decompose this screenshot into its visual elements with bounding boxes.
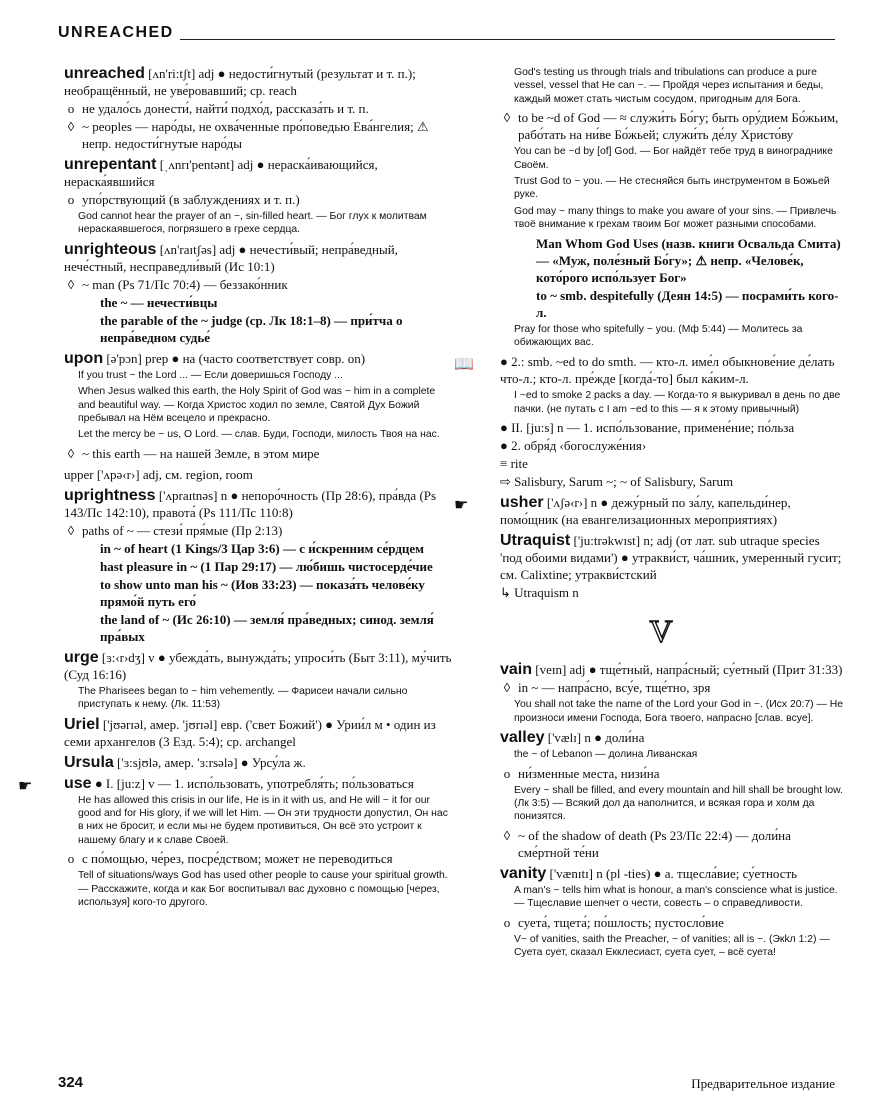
line-text: When Jesus walked this earth, the Holy Spirit of God was ~ him in a complete and beautiful way. — Когда Христос ходил по земле, Святой Дух Божий пребывал на Нём всецело и прекрасно.: [78, 386, 436, 425]
headword: usher: [500, 494, 544, 512]
headword: upon: [64, 349, 104, 367]
line-text: You shall not take the name of the Lord your God in ~. (Исх 20:7) — Не произноси имени Господа, Бога твоего, напрасно [слав. всуе].: [514, 699, 844, 724]
sense-line: [64, 576, 454, 610]
sense-line: [64, 312, 454, 346]
line-text: Tell of situations/ways God has used other people to cause your spiritual growth. — Расскажите, когда и как Бог воспитывал вас духовно с помощью [через, используя] кого-то другого.: [78, 870, 448, 909]
example-text: [64, 428, 454, 441]
headword: use: [64, 774, 92, 792]
line-text: uprightness ['ʌpraɪtnəs] n ● непоро́чность (Пр 28:6), пра́вда (Ps 143/Пс 142:10), правота́ (Ps 111/Пс 110:8): [64, 486, 437, 520]
sense-line: [500, 765, 844, 782]
headword: Utraquist: [500, 532, 571, 550]
line-text: ● 2.: smb. ~ed to do smth. — кто-л. име́л обыкнове́ние де́лать что-л.; кто-л. пре́жде [когда́-то] был ка́ким-л.: [500, 354, 835, 387]
headword: vanity: [500, 864, 547, 882]
sense-marker: ◊: [67, 445, 75, 461]
headword-line: [500, 494, 844, 528]
line-text: Pray for those who spitefully ~ you. (Мф 5:44) — Молитесь за обижающих вас.: [514, 323, 803, 349]
headword: urge: [64, 648, 99, 666]
example-text: [500, 145, 844, 172]
sense-line: [64, 850, 454, 867]
line-text: ↳ Utraquism n: [500, 585, 579, 601]
sense-marker: ◊: [503, 827, 511, 843]
headword-line: [64, 775, 454, 792]
headword: Uriel: [64, 715, 100, 733]
line-text: unrighteous [ʌn'raɪtʃəs] adj ● нечести́вый; непра́ведный, нече́стный, несправедли́вый (Ис 10:1): [64, 240, 398, 274]
running-head: UNREACHED: [58, 24, 174, 41]
dictionary-entry: [42, 241, 454, 346]
line-text: I ~ed to smoke 2 packs a day. — Когда-то я выкуривал в день по две пачки. (не путать с I am ~ed to this — я к этому привычный): [514, 390, 841, 415]
line-text: valley ['vælɪ] n ● доли́на: [500, 729, 645, 747]
line-text: If you trust ~ the Lord ... — Если доверишься Господу ...: [78, 369, 343, 381]
headword: unreached: [64, 65, 145, 82]
headword: uprightness: [64, 486, 156, 504]
sense-line: [64, 191, 454, 208]
sense-marker: o: [67, 192, 75, 207]
headword-line: [500, 532, 844, 583]
line-text: You can be ~d by [of] God. — Бог найдёт тебе труд в винограднике Своём.: [514, 146, 833, 171]
line-text: Trust God to ~ you. — Не стесняйся быть инструментом в Божьей руке.: [514, 176, 830, 201]
sense-marker: o: [503, 765, 511, 781]
headword-line: [64, 649, 454, 683]
dictionary-entry: [42, 466, 454, 483]
sense-marker: ◊: [503, 110, 511, 126]
line-text: Man Whom God Uses (назв. книги Освальда Смита) — «Муж, поле́зный Бо́гу»; ⚠ непр. «Челове́к, кото́рого испо́льзует Бог»: [536, 235, 841, 285]
line-text: V~ of vanities, saith the Preacher, ~ of vanities; all is ~. (Экkл 1:2) — Суета сует, сказал Екклесиаст, суета сует, – всё суета!: [514, 933, 830, 958]
sense-marker: o: [67, 851, 75, 867]
dictionary-entry: [42, 350, 454, 462]
headword-line: [500, 661, 844, 678]
sense-marker: ◊: [67, 522, 75, 538]
example-text: [64, 685, 454, 712]
sense-marker: o: [67, 101, 75, 116]
example-text: [500, 205, 844, 232]
example-text: [64, 869, 454, 909]
dictionary-entry: [42, 754, 454, 771]
sense-line: [500, 109, 844, 143]
line-text: hast pleasure in ~ (1 Пар 29:17) — лю́бишь чистосерде́чие: [100, 558, 433, 574]
example-text: [500, 66, 844, 106]
sense-line: [64, 558, 454, 575]
line-text: vanity ['vænɪtɪ] n (pl -ties) ● a. тщесла́вие; су́етность: [500, 864, 798, 882]
example-text: [500, 884, 844, 911]
line-text: unreached [ʌn'ri:tʃt] adj ● недости́гнутый (результат и т. п.); необращённый, не уве́ровавший; ср. reach: [64, 65, 416, 98]
line-text: Every ~ shall be filled, and every mountain and hill shall be brought low. (Лк 3:5) — Всякий дол да наполнится, и всякая гора и холм да понизятся.: [514, 784, 843, 823]
sense-line: [500, 419, 844, 436]
dictionary-entry: [18, 774, 454, 910]
sense-line: [500, 455, 844, 472]
example-text: [500, 748, 844, 761]
dictionary-entry: [454, 353, 844, 490]
example-text: [500, 933, 844, 960]
line-text: Let the mercy be ~ us, O Lord. — слав. Буди, Господи, милость Твоя на нас.: [78, 429, 440, 441]
line-text: с по́мощью, че́рез, посре́дством; может не переводиться: [82, 851, 393, 867]
section-letter-text: V: [649, 615, 673, 648]
dictionary-entry: [42, 649, 454, 712]
line-text: ● II. [ju:s] n — 1. испо́льзование, примене́ние; по́льза: [500, 420, 795, 436]
line-text: He has allowed this crisis in our life, He is in it with us, and He will ~ it for our good and for His glory, if we will let Him. — Он эти трудности допустил, Он нас в них не бросит, и если мы не будем противиться, Он всё это устроит к нашему благу и к славе Своей.: [78, 794, 448, 846]
line-text: paths of ~ — стези́ пря́мые (Пр 2:13): [82, 522, 283, 538]
pointing-hand-icon: ☛: [18, 777, 33, 795]
headword-line: [500, 865, 844, 882]
line-text: ~ this earth — на нашей Земле, в этом мире: [82, 445, 320, 461]
headword-line: [64, 156, 454, 190]
line-text: to show unto man his ~ (Иов 33:23) — показа́ть челове́ку прямо́й путь его́: [100, 576, 425, 609]
dictionary-entry: [478, 729, 844, 861]
sense-line: [64, 294, 454, 311]
sense-line: [500, 437, 844, 454]
headword-line: [64, 487, 454, 521]
line-text: usher ['ʌʃə‹r›] n ● дежу́рный по за́лу, капельди́нер, помо́щник (на евангелизационных мероприятиях): [500, 494, 791, 528]
dictionary-entry: [42, 156, 454, 237]
line-text: ~ peoples — наро́ды, не охва́ченные про́поведью Ева́нгелия; ⚠ непр. недости́гнутые наро́ды: [82, 119, 429, 151]
sense-line: [64, 522, 454, 539]
line-text: vain [veɪn] adj ● тще́тный, напра́сный; су́етный (Прит 31:33): [500, 661, 843, 679]
pointing-hand-icon: ☛: [454, 497, 469, 515]
page-number: 324: [58, 1074, 84, 1091]
headword-line: [64, 241, 454, 275]
line-text: the ~ of Lebanon — долина Ливанская: [514, 749, 698, 761]
line-text: A man's ~ tells him what is honour, a man's conscience what is justice. — Тщеславие шепчет о чести, совесть – о справедливости.: [514, 884, 838, 910]
book-icon: 📖: [454, 356, 474, 374]
line-text: ● 2. обря́д ‹богослуже́ния›: [500, 438, 647, 454]
line-text: in ~ of heart (1 Kings/3 Цар 3:6) — с и́скренним се́рдцем: [100, 540, 425, 556]
sense-marker: ◊: [67, 119, 75, 134]
sense-line: [500, 827, 844, 861]
example-text: [64, 385, 454, 425]
sense-line: [64, 100, 454, 117]
line-text: upon [ə'pɔn] prep ● на (часто соответствует совр. on): [64, 349, 366, 367]
line-text: God may ~ many things to make you aware of your sins. — Привлечь твоё внимание к грехам твоим Бог может разными способами.: [514, 205, 837, 231]
headword: unrepentant: [64, 156, 157, 173]
line-text: ~ man (Ps 71/Пс 70:4) — беззако́нник: [82, 276, 288, 292]
example-text: [500, 323, 844, 350]
line-text: суета́, тщета́; по́шлость; пустосло́вие: [518, 914, 724, 930]
sense-marker: o: [503, 914, 511, 930]
line-text: in ~ — напра́сно, всу́е, тще́тно, зря: [518, 680, 711, 696]
example-text: [500, 698, 844, 725]
dictionary-entry: [478, 66, 844, 349]
sense-line: [64, 445, 454, 462]
headword: vain: [500, 661, 533, 679]
line-text: упо́рствующий (в заблуждениях и т. п.): [82, 192, 300, 207]
example-text: [500, 784, 844, 824]
line-text: The Pharisees began to ~ him vehemently. — Фарисеи начали сильно приступать к нему. (Лк. 11:53): [78, 685, 408, 711]
edition-note: Предварительное издание: [691, 1076, 835, 1091]
sense-line: [500, 679, 844, 696]
line-text: urge [ɜ:‹r›dʒ] v ● убежда́ть, вынужда́ть; упроси́ть (Быт 3:11), му́чить (Суд 16:16): [64, 648, 452, 682]
dictionary-entry: [42, 65, 454, 152]
headword-line: [64, 466, 454, 483]
sense-line: [500, 287, 844, 321]
dictionary-entry: [42, 716, 454, 750]
line-text: не удало́сь донести́, найти́ подхо́д, рассказа́ть и т. п.: [82, 101, 369, 116]
example-text: [64, 369, 454, 382]
line-text: the parable of the ~ judge (ср. Лк 18:1–8) — при́тча о непра́ведном судье́: [100, 312, 403, 345]
example-text: [500, 175, 844, 202]
line-text: ~ of the shadow of death (Ps 23/Пс 22:4) — доли́на сме́ртной те́ни: [518, 827, 791, 860]
headword-line: [64, 716, 454, 750]
dictionary-entry: [454, 494, 844, 528]
dictionary-entry: [478, 661, 844, 725]
line-text: to ~ smb. despitefully (Деян 14:5) — посрами́ть кого-л.: [536, 287, 839, 320]
headword: unrighteous: [64, 240, 157, 258]
sense-line: [500, 914, 844, 931]
sense-line: [64, 540, 454, 557]
line-text: ни́зменные места, низи́на: [518, 765, 660, 781]
sense-line: [500, 473, 844, 490]
right-column: [454, 64, 844, 963]
headword-line: [500, 353, 844, 387]
line-text: Utraquist ['ju:trəkwɪst] n; adj (от лат. sub utraque species 'под обоими видами') ● утракви́ст, ча́шник, умеренный гусит; см. Calixtine; утракви́стский: [500, 532, 842, 583]
headword-line: [64, 754, 454, 771]
sense-line: [64, 611, 454, 645]
left-column: [18, 64, 454, 914]
headword: Ursula: [64, 753, 114, 771]
line-text: unrepentant [ˌʌnrɪ'pentənt] adj ● нераска́ивающийся, нераска́явшийся: [64, 156, 378, 189]
line-text: use ● I. [ju:z] v — 1. испо́льзовать, употребля́ть; по́льзоваться: [64, 774, 414, 792]
line-text: God cannot hear the prayer of an ~, sin-filled heart. — Бог глух к молитвам нераскаявшегося, погрязшего в грехе сердца.: [78, 211, 427, 236]
example-text: [64, 210, 454, 237]
headword-line: [500, 729, 844, 746]
sense-line: [500, 584, 844, 601]
sense-line: [64, 276, 454, 293]
line-text: Ursula ['ɜ:sjʊlə, амер. 'ɜ:rsələ] ● Урсу́ла ж.: [64, 753, 306, 771]
sense-marker: ◊: [67, 276, 75, 292]
example-text: [64, 794, 454, 848]
line-text: the ~ — нечести́вцы: [100, 294, 218, 310]
headword-line: [64, 65, 454, 99]
header-rule: [180, 39, 835, 40]
line-text: the land of ~ (Ис 26:10) — земля́ пра́ведных; синод. земля́ пра́вых: [100, 611, 434, 644]
letter-v-ornament: [642, 615, 680, 647]
headword-line: [64, 350, 454, 367]
sense-line: [64, 118, 454, 152]
dictionary-entry: [478, 532, 844, 601]
page-header: [58, 22, 835, 46]
line-text: ≡ rite: [500, 456, 528, 472]
dictionary-entry: [478, 865, 844, 960]
line-text: to be ~d of God — ≈ служи́ть Бо́гу; быть ору́дием Бо́жьим, рабо́тать на ни́ве Бо́жьей; служи́ть де́лу Христо́ву: [518, 110, 839, 143]
line-text: God's testing us through trials and tribulations can produce a pure vessel, vessel that He can ~. — Пройдя через испытания и беды, каждый может стать чистым сосудом, пригодным для Бога.: [514, 67, 824, 105]
headword: valley: [500, 729, 545, 747]
line-text: Uriel ['jʊərɪəl, амер. 'jʊrɪəl] евр. ('свет Божий') ● Урии́л м • один из семи архангелов (3 Езд. 5:4); ср. archangel: [64, 715, 436, 749]
example-text: [500, 389, 844, 416]
section-letter: [478, 615, 844, 651]
line-text: ⇨ Salisbury, Sarum ~; ~ of Salisbury, Sarum: [500, 474, 734, 490]
sense-line: [500, 235, 844, 286]
sense-marker: ◊: [503, 680, 511, 696]
line-text: upper ['ʌpə‹r›] adj, см. region, room: [64, 466, 253, 482]
dictionary-entry: [42, 487, 454, 645]
